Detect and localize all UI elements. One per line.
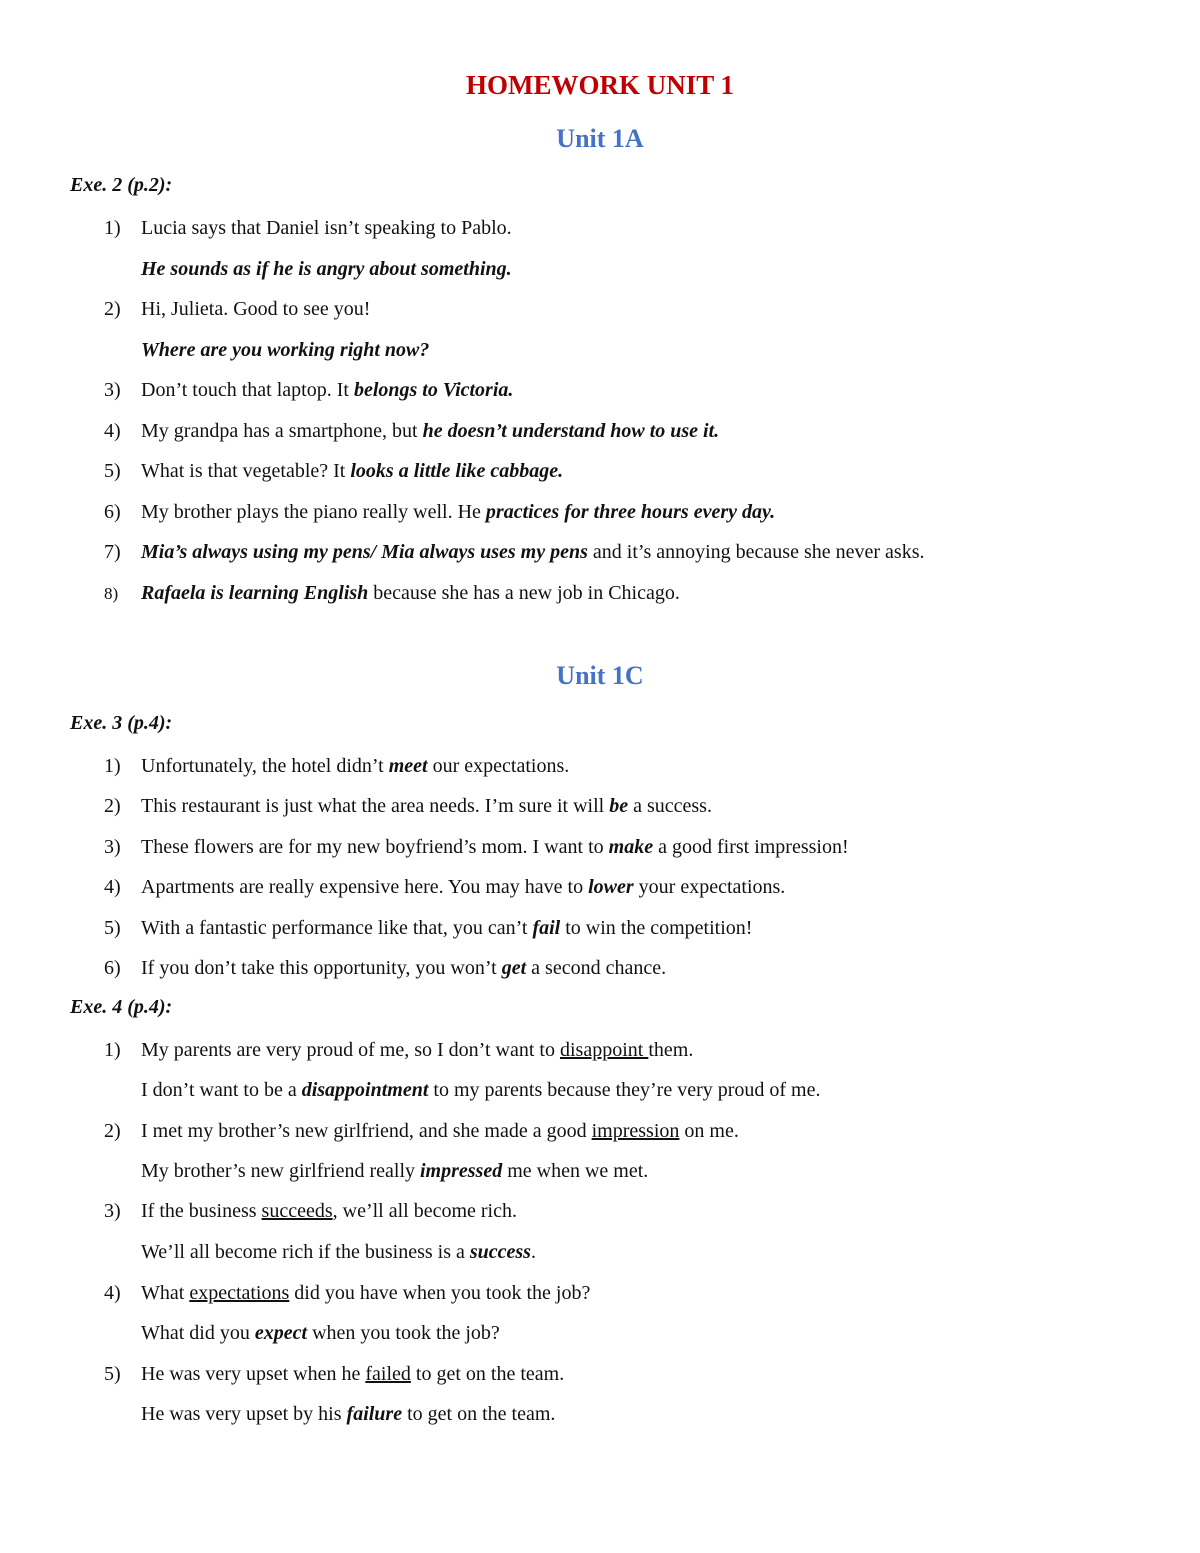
exe4-item-5-rewrite [104, 1401, 1164, 1427]
prompt-text: My parents are very proud of me, so I don’t want to [141, 1039, 560, 1061]
prompt-text: Don’t touch that laptop. It [141, 379, 354, 401]
rewrite-text-end: . [530, 1241, 536, 1263]
prompt-text-end: , we’ll all become rich. [332, 1200, 517, 1222]
rewrite-text-end: to get on the team. [402, 1403, 556, 1425]
answer-text: lower [588, 876, 634, 898]
prompt-text: My grandpa has a smartphone, but [141, 420, 423, 442]
item-number: 5) [104, 460, 121, 482]
prompt-text: My brother plays the piano really well. He [141, 501, 486, 523]
exe2-item-4 [104, 418, 1164, 444]
item-number: 4) [104, 876, 121, 898]
exe3-item-5 [104, 915, 1164, 941]
item-number: 4) [104, 1282, 121, 1304]
item-number: 3) [104, 379, 121, 401]
answer-text: expect [254, 1322, 308, 1344]
exe4-item-1-original [104, 1037, 1164, 1063]
answer-text: he doesn’t understand how to use it. [422, 420, 720, 442]
prompt-text: Hi, Julieta. Good to see you! [141, 298, 371, 320]
item-number: 5) [104, 1363, 121, 1385]
answer-text: practices for three hours every day. [485, 501, 776, 523]
exe2-item-2-answer [104, 337, 1164, 363]
rewrite-text: I don’t want to be a [141, 1079, 302, 1101]
prompt-text-end: our expectations. [427, 755, 570, 777]
prompt-text-end: your expectations. [633, 876, 786, 898]
exe3-item-1 [104, 753, 1164, 779]
exe2-item-3 [104, 377, 1164, 403]
answer-text: failure [346, 1403, 403, 1425]
underlined-word: disappoint [559, 1039, 649, 1061]
rewrite-text: My brother’s new girlfriend really [141, 1160, 420, 1182]
rewrite-text-end: to my parents because they’re very proud of me. [428, 1079, 821, 1101]
rewrite-text: What did you [141, 1322, 255, 1344]
prompt-text: If the business [141, 1200, 262, 1222]
prompt-text-end: a second chance. [526, 957, 667, 979]
exe3-item-6 [104, 955, 1164, 981]
exe4-item-1-rewrite [104, 1077, 1164, 1103]
answer-text: Where are you working right now? [141, 339, 430, 361]
item-number: 4) [104, 420, 121, 442]
prompt-text: because she has a new job in Chicago. [368, 582, 680, 604]
prompt-text-end: to win the competition! [560, 917, 753, 939]
answer-text: belongs to Victoria. [353, 379, 514, 401]
answer-text: be [609, 795, 629, 817]
item-number: 1) [104, 1039, 121, 1061]
item-number: 5) [104, 917, 121, 939]
exe-4-label: Exe. 4 (p.4): [70, 996, 173, 1018]
item-number: 2) [104, 298, 121, 320]
rewrite-text: He was very upset by his [141, 1403, 347, 1425]
answer-text: looks a little like cabbage. [350, 460, 564, 482]
exe3-item-2 [104, 793, 1164, 819]
answer-text: He sounds as if he is angry about something. [141, 258, 512, 280]
exe2-item-8 [104, 580, 1164, 607]
exe2-item-6 [104, 499, 1164, 525]
prompt-text: Apartments are really expensive here. You may have to [141, 876, 589, 898]
exe4-item-2-rewrite [104, 1158, 1164, 1184]
rewrite-text: We’ll all become rich if the business is a [141, 1241, 470, 1263]
item-number: 3) [104, 1200, 121, 1222]
exe2-item-1-answer [104, 256, 1164, 282]
exe-3-label: Exe. 3 (p.4): [70, 712, 173, 734]
underlined-word: impression [591, 1120, 680, 1142]
prompt-text-end: to get on the team. [410, 1363, 565, 1385]
prompt-text: He was very upset when he [141, 1363, 366, 1385]
prompt-text-end: a success. [628, 795, 712, 817]
exe-2-label: Exe. 2 (p.2): [70, 174, 173, 196]
exe3-item-3 [104, 834, 1164, 860]
answer-text: impressed [420, 1160, 503, 1182]
item-number: 1) [104, 755, 121, 777]
exe4-item-5-original [104, 1361, 1164, 1387]
prompt-text: Unfortunately, the hotel didn’t [141, 755, 389, 777]
prompt-text: If you don’t take this opportunity, you won’t [141, 957, 502, 979]
exe3-item-4 [104, 874, 1164, 900]
prompt-text-end: on me. [679, 1120, 739, 1142]
prompt-text: and it’s annoying because she never asks. [587, 541, 925, 563]
exe2-item-1-prompt [104, 215, 1164, 241]
rewrite-text-end: when you took the job? [307, 1322, 500, 1344]
exe4-item-3-rewrite [104, 1239, 1164, 1265]
prompt-text: This restaurant is just what the area needs. I’m sure it will [141, 795, 610, 817]
exe4-item-4-rewrite [104, 1320, 1164, 1346]
answer-text: Mia’s always using my pens/ Mia always uses my pens [141, 541, 588, 563]
exe4-item-2-original [104, 1118, 1164, 1144]
answer-text: fail [532, 917, 561, 939]
answer-text: Rafaela is learning English [141, 582, 369, 604]
exe2-item-7 [104, 539, 1164, 565]
item-number: 2) [104, 1120, 121, 1142]
prompt-text: I met my brother’s new girlfriend, and she made a good [141, 1120, 592, 1142]
item-number: 8) [104, 584, 119, 603]
item-number: 6) [104, 957, 121, 979]
exe4-item-3-original [104, 1198, 1164, 1224]
answer-text: get [501, 957, 527, 979]
prompt-text: What is that vegetable? It [141, 460, 351, 482]
prompt-text: These flowers are for my new boyfriend’s mom. I want to [141, 836, 609, 858]
prompt-text: What [141, 1282, 190, 1304]
prompt-text: Lucia says that Daniel isn’t speaking to Pablo. [141, 217, 512, 239]
answer-text: meet [388, 755, 428, 777]
answer-text: success [469, 1241, 531, 1263]
exe2-item-2-prompt [104, 296, 1164, 322]
underlined-word: expectations [189, 1282, 290, 1304]
unit-1a-heading: Unit 1A [556, 124, 644, 153]
underlined-word: succeeds [261, 1200, 333, 1222]
item-number: 6) [104, 501, 121, 523]
exe4-item-4-original [104, 1280, 1164, 1306]
unit-1c-heading: Unit 1C [556, 661, 644, 690]
item-number: 7) [104, 541, 121, 563]
exe2-item-5 [104, 458, 1164, 484]
underlined-word: failed [365, 1363, 411, 1385]
prompt-text: With a fantastic performance like that, you can’t [141, 917, 533, 939]
item-number: 2) [104, 795, 121, 817]
rewrite-text-end: me when we met. [502, 1160, 649, 1182]
prompt-text-end: a good first impression! [653, 836, 849, 858]
answer-text: disappointment [301, 1079, 429, 1101]
item-number: 1) [104, 217, 121, 239]
item-number: 3) [104, 836, 121, 858]
page-title: HOMEWORK UNIT 1 [465, 70, 735, 100]
prompt-text-end: did you have when you took the job? [289, 1282, 591, 1304]
answer-text: make [608, 836, 654, 858]
prompt-text-end: them. [648, 1039, 694, 1061]
